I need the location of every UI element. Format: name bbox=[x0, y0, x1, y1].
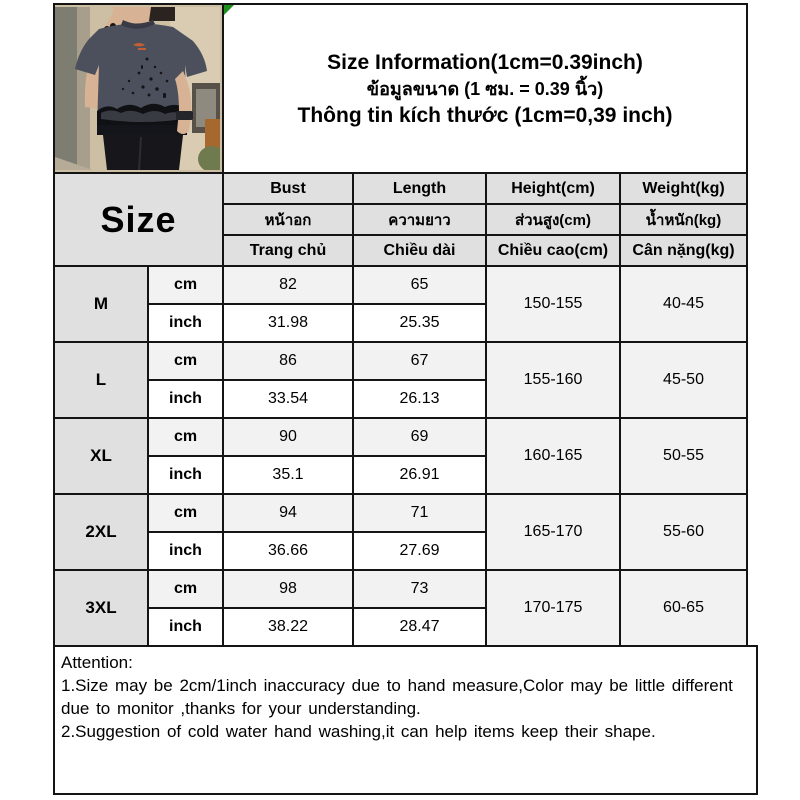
title-english: Size Information(1cm=0.39inch) bbox=[327, 50, 643, 74]
size-label-l: L bbox=[54, 342, 148, 418]
length-inch-value: 26.91 bbox=[353, 456, 486, 494]
length-cm-value: 65 bbox=[353, 266, 486, 304]
title-thai: ข้อมูลขนาด (1 ซม. = 0.39 นิ้ว) bbox=[366, 78, 604, 99]
height-range-value: 170-175 bbox=[486, 570, 620, 646]
size-header: Size bbox=[54, 173, 223, 266]
length-cm-value: 67 bbox=[353, 342, 486, 380]
weight-range-value: 55-60 bbox=[620, 494, 747, 570]
bust-inch-value: 33.54 bbox=[223, 380, 353, 418]
col-header-weight-vi: Cân nặng(kg) bbox=[620, 235, 747, 266]
unit-cm-label: cm bbox=[148, 342, 223, 380]
length-cm-value: 71 bbox=[353, 494, 486, 532]
height-range-value: 155-160 bbox=[486, 342, 620, 418]
bust-inch-value: 36.66 bbox=[223, 532, 353, 570]
size-label-xl: XL bbox=[54, 418, 148, 494]
col-header-bust-en: Bust bbox=[223, 173, 353, 204]
attention-line-1: 1.Size may be 2cm/1inch inaccuracy due to hand measure,Color may be little different due to monitor ,thanks for your understanding. bbox=[61, 676, 733, 718]
size-chart-sheet bbox=[53, 3, 746, 795]
length-inch-value: 25.35 bbox=[353, 304, 486, 342]
height-range-value: 150-155 bbox=[486, 266, 620, 342]
unit-cm-label: cm bbox=[148, 266, 223, 304]
attention-note bbox=[53, 645, 758, 795]
weight-range-value: 40-45 bbox=[620, 266, 747, 342]
length-cm-value: 73 bbox=[353, 570, 486, 608]
model-photo bbox=[55, 7, 220, 170]
col-header-length-th: ความยาว bbox=[353, 204, 486, 235]
length-inch-value: 26.13 bbox=[353, 380, 486, 418]
col-header-length-en: Length bbox=[353, 173, 486, 204]
green-corner-marker-icon bbox=[224, 5, 234, 15]
col-header-bust-th: หน้าอก bbox=[223, 204, 353, 235]
height-range-value: 160-165 bbox=[486, 418, 620, 494]
bust-inch-value: 38.22 bbox=[223, 608, 353, 646]
bust-inch-value: 31.98 bbox=[223, 304, 353, 342]
size-information-title-cell bbox=[223, 4, 747, 173]
length-inch-value: 27.69 bbox=[353, 532, 486, 570]
unit-cm-label: cm bbox=[148, 418, 223, 456]
bust-cm-value: 98 bbox=[223, 570, 353, 608]
col-header-weight-en: Weight(kg) bbox=[620, 173, 747, 204]
weight-range-value: 60-65 bbox=[620, 570, 747, 646]
bust-cm-value: 82 bbox=[223, 266, 353, 304]
unit-cm-label: cm bbox=[148, 494, 223, 532]
height-range-value: 165-170 bbox=[486, 494, 620, 570]
weight-range-value: 50-55 bbox=[620, 418, 747, 494]
weight-range-value: 45-50 bbox=[620, 342, 747, 418]
col-header-bust-vi: Trang chủ bbox=[223, 235, 353, 266]
unit-inch-label: inch bbox=[148, 532, 223, 570]
col-header-height-en: Height(cm) bbox=[486, 173, 620, 204]
product-photo-cell bbox=[54, 4, 223, 173]
unit-inch-label: inch bbox=[148, 608, 223, 646]
title-vietnamese: Thông tin kích thước (1cm=0,39 inch) bbox=[297, 103, 673, 127]
bust-inch-value: 35.1 bbox=[223, 456, 353, 494]
unit-inch-label: inch bbox=[148, 456, 223, 494]
attention-heading: Attention: bbox=[61, 653, 133, 672]
unit-inch-label: inch bbox=[148, 304, 223, 342]
size-label-2xl: 2XL bbox=[54, 494, 148, 570]
size-table bbox=[53, 3, 748, 647]
bust-cm-value: 90 bbox=[223, 418, 353, 456]
unit-cm-label: cm bbox=[148, 570, 223, 608]
length-cm-value: 69 bbox=[353, 418, 486, 456]
col-header-length-vi: Chiều dài bbox=[353, 235, 486, 266]
bust-cm-value: 86 bbox=[223, 342, 353, 380]
length-inch-value: 28.47 bbox=[353, 608, 486, 646]
bust-cm-value: 94 bbox=[223, 494, 353, 532]
col-header-height-vi: Chiều cao(cm) bbox=[486, 235, 620, 266]
col-header-height-th: ส่วนสูง(cm) bbox=[486, 204, 620, 235]
size-label-3xl: 3XL bbox=[54, 570, 148, 646]
unit-inch-label: inch bbox=[148, 380, 223, 418]
col-header-weight-th: น้ำหนัก(kg) bbox=[620, 204, 747, 235]
size-label-m: M bbox=[54, 266, 148, 342]
attention-line-2: 2.Suggestion of cold water hand washing,it can help items keep their shape. bbox=[61, 722, 656, 741]
